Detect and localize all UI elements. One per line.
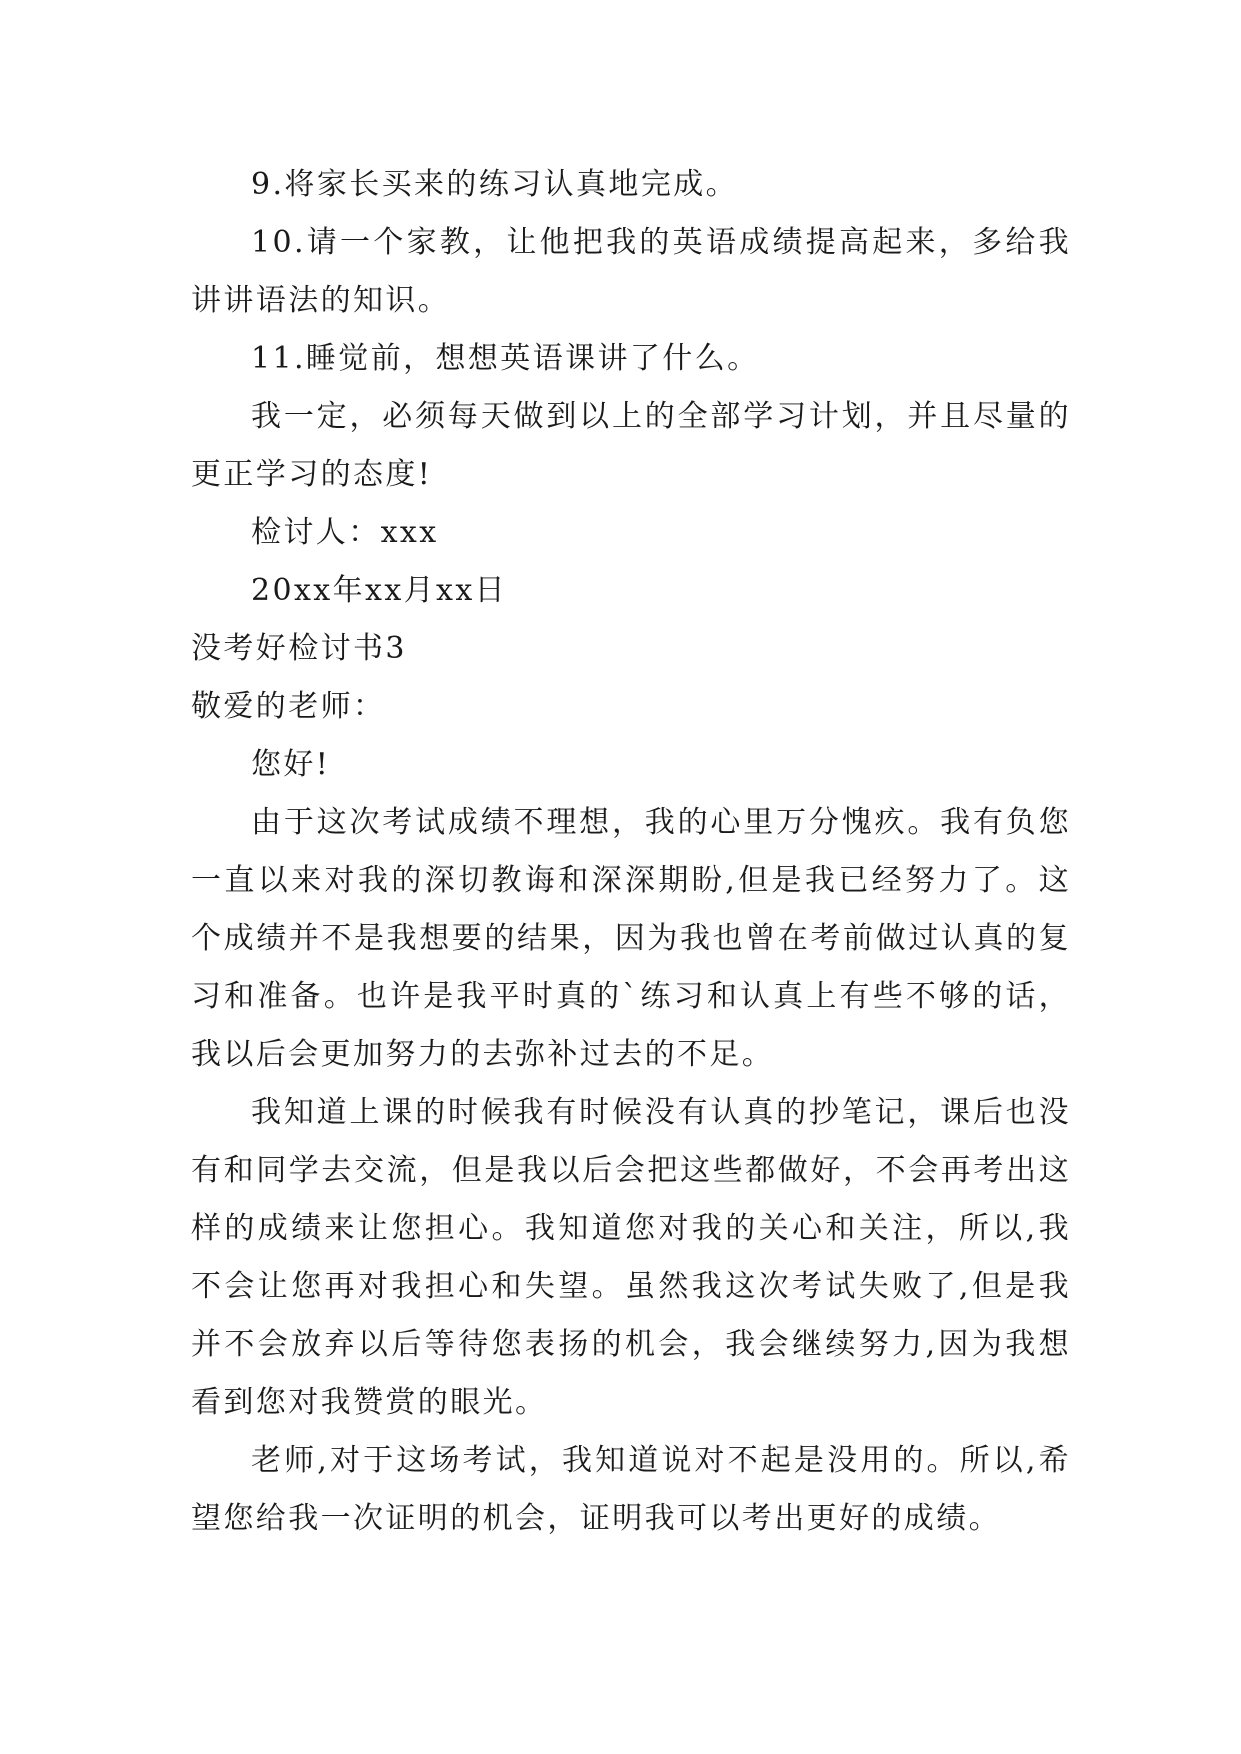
- body-paragraph-1: 由于这次考试成绩不理想，我的心里万分愧疚。我有负您一直以来对我的深切教诲和深深期盼,但是我已经努力了。这个成绩并不是我想要的结果，因为我也曾在考前做过认真的复习和准备。也许是我平时真的`练习和认真上有些不够的话，我以后会更加努力的去弥补过去的不足。: [191, 805, 1071, 1072]
- paragraph-commitment: 我一定，必须每天做到以上的全部学习计划，并且尽量的更正学习的态度!: [191, 399, 1071, 492]
- paragraph-item-11: 11.睡觉前，想想英语课讲了什么。: [251, 341, 760, 376]
- paragraph-item-9: 9.将家长买来的练习认真地完成。: [251, 167, 739, 202]
- date-line: 20xx年xx月xx日: [251, 573, 508, 608]
- signature-line: 检讨人：xxx: [251, 515, 439, 550]
- document-body: [191, 156, 1071, 1548]
- section-title: 没考好检讨书3: [191, 631, 407, 666]
- body-paragraph-2: 我知道上课的时候我有时候没有认真的抄笔记，课后也没有和同学去交流，但是我以后会把这些都做好，不会再考出这样的成绩来让您担心。我知道您对我的关心和关注，所以,我不会让您再对我担心和失望。虽然我这次考试失败了,但是我并不会放弃以后等待您表扬的机会，我会继续努力,因为我想看到您对我赞赏的眼光。: [191, 1095, 1071, 1420]
- greeting: 您好!: [251, 747, 331, 782]
- body-paragraph-3: 老师,对于这场考试，我知道说对不起是没用的。所以,希望您给我一次证明的机会，证明我可以考出更好的成绩。: [191, 1443, 1071, 1536]
- salutation: 敬爱的老师：: [191, 689, 386, 724]
- paragraph-item-10: 10.请一个家教，让他把我的英语成绩提高起来，多给我讲讲语法的知识。: [191, 225, 1071, 318]
